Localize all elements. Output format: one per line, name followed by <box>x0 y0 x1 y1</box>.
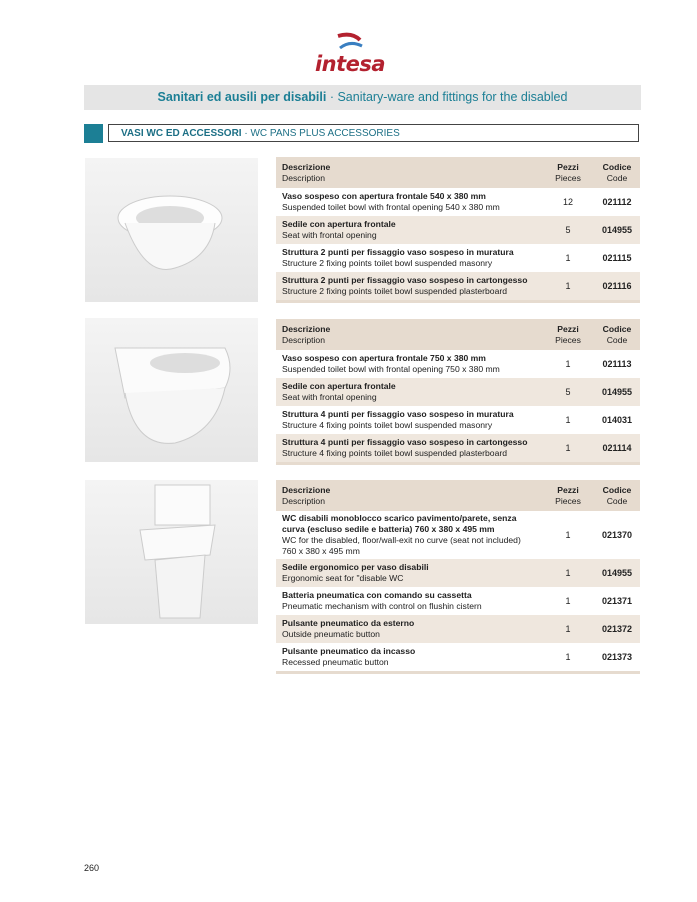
table-row <box>276 216 640 244</box>
table-row <box>276 559 640 587</box>
table-row <box>276 406 640 434</box>
table-row <box>276 188 640 216</box>
code-cell: 014955 <box>594 378 640 406</box>
product-table-2 <box>276 319 640 465</box>
page-number: 260 <box>84 863 100 873</box>
description-cell: Struttura 2 punti per fissaggio vaso sospeso in cartongesso Structure 2 fixing points toilet bowl suspended plasterboard <box>276 272 542 302</box>
code-cell: 021372 <box>594 615 640 643</box>
description-cell: Pulsante pneumatico da incasso Recessed pneumatic button <box>282 646 416 667</box>
description-cell: Batteria pneumatica con comando su cassetta Pneumatic mechanism with control on flushin cistern <box>282 590 482 611</box>
code-cell: 021116 <box>594 272 640 302</box>
pieces-cell: 1 <box>542 615 594 643</box>
section-marker <box>84 124 103 143</box>
code-cell: 021114 <box>594 434 640 464</box>
description-cell: WC disabili monoblocco scarico pavimento/parete, senza curva (escluso sedile e batteria) 760 x 380 x 495 mm WC for the disabled, floor/wall-exit no curve (seat not included) 760 x 380 x 495 mm <box>282 513 521 556</box>
code-cell: 021112 <box>602 196 632 207</box>
pieces-cell: 12 <box>562 196 573 207</box>
pieces-cell: 1 <box>542 272 594 302</box>
description-cell: Vaso sospeso con apertura frontale 750 x 380 mm Suspended toilet bowl with frontal opening 750 x 380 mm <box>282 353 500 374</box>
code-cell: 021370 <box>601 529 633 540</box>
page-banner: Sanitari ed ausili per disabili · Sanitary-ware and fittings for the disabled <box>84 85 641 110</box>
intesa-logo: intesa <box>300 30 400 80</box>
code-cell: 021373 <box>601 651 633 662</box>
pieces-cell: 1 <box>565 414 571 425</box>
pieces-cell: 1 <box>565 595 571 606</box>
pieces-cell: 5 <box>542 378 594 406</box>
table-row <box>276 643 640 673</box>
product-table-3 <box>276 480 640 674</box>
pieces-cell: 1 <box>565 529 571 540</box>
table-row <box>276 587 640 615</box>
description-cell: Vaso sospeso con apertura frontale 540 x 380 mm Suspended toilet bowl with frontal opening 540 x 380 mm <box>282 191 500 212</box>
description-cell: Struttura 4 punti per fissaggio vaso sospeso in muratura Structure 4 fixing points toilet bowl suspended masonry <box>282 409 514 430</box>
pieces-cell: 1 <box>565 651 571 662</box>
code-cell: 014955 <box>594 559 640 587</box>
product-image-wall-hung-toilet-540 <box>85 158 258 302</box>
pieces-cell: 1 <box>565 358 571 369</box>
description-cell: Struttura 2 punti per fissaggio vaso sospeso in muratura Structure 2 fixing points toilet bowl suspended masonry <box>282 247 514 268</box>
code-cell: 021113 <box>602 358 632 369</box>
table-row <box>276 434 640 464</box>
pieces-cell: 1 <box>542 559 594 587</box>
table-row <box>276 378 640 406</box>
table-row <box>276 244 640 272</box>
table-header: Descrizione Description Pezzi Pieces Codice Code <box>276 157 640 188</box>
product-image-monobloc-toilet <box>85 480 258 624</box>
description-cell: Struttura 4 punti per fissaggio vaso sospeso in cartongesso Structure 4 fixing points toilet bowl suspended plasterboard <box>276 434 542 464</box>
product-table-1 <box>276 157 640 303</box>
description-cell: Sedile ergonomico per vaso disabili Ergonomic seat for "disable WC <box>276 559 542 587</box>
code-cell: 021115 <box>602 252 632 263</box>
code-cell: 021371 <box>601 595 633 606</box>
pieces-cell: 5 <box>542 216 594 244</box>
code-cell: 014955 <box>594 216 640 244</box>
description-cell: Pulsante pneumatico da esterno Outside pneumatic button <box>276 615 542 643</box>
table-header: Descrizione Description Pezzi Pieces Codice Code <box>276 480 640 511</box>
description-cell: Sedile con apertura frontale Seat with frontal opening <box>276 216 542 244</box>
pieces-cell: 1 <box>542 434 594 464</box>
product-image-wall-hung-toilet-750 <box>85 318 258 462</box>
table-row <box>276 615 640 643</box>
code-cell: 014031 <box>601 414 633 425</box>
section-title: VASI WC ED ACCESSORI · WC PANS PLUS ACCESSORIES <box>108 124 639 142</box>
pieces-cell: 1 <box>565 252 571 263</box>
table-row <box>276 511 640 559</box>
table-row <box>276 272 640 302</box>
table-header: Descrizione Description Pezzi Pieces Codice Code <box>276 319 640 350</box>
table-row <box>276 350 640 378</box>
description-cell: Sedile con apertura frontale Seat with frontal opening <box>276 378 542 406</box>
